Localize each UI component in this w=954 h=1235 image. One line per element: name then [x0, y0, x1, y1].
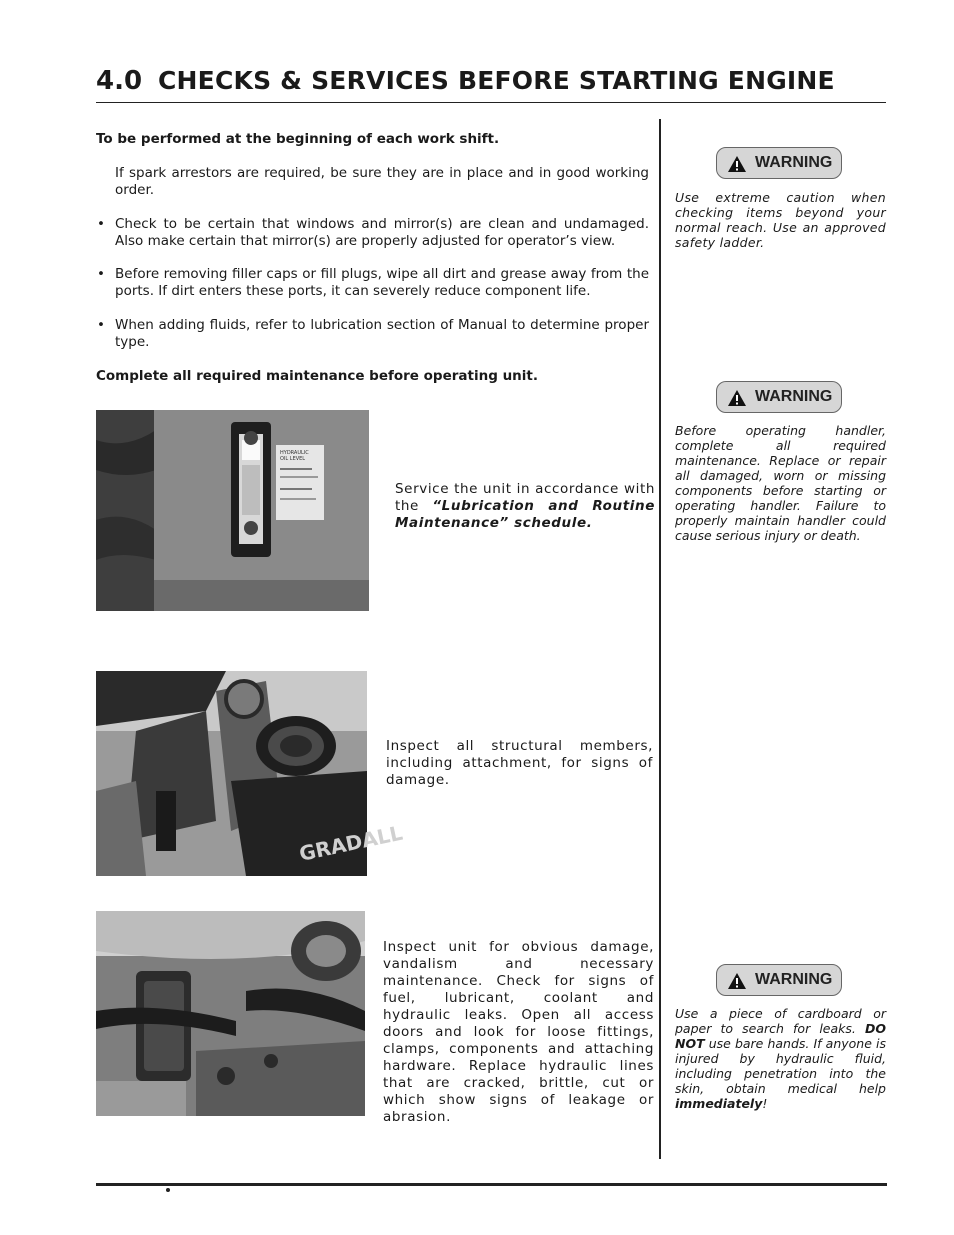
warning-do-not: DO NOT [675, 1021, 886, 1051]
gradall-brand-label: GRADALL [297, 820, 405, 866]
bullet-adding-fluids: When adding fluids, refer to lubrication section of Manual to determine proper type. [115, 317, 649, 350]
warning-text-maintenance: Before operating handler, complete all required maintenance. Replace or repair all damaged, worn or missing components before starting or operating handler. Failure to properly maintain handler could cause serious injury or death. [675, 423, 886, 543]
bullet-windows-mirrors: Check to be certain that windows and mirror(s) are clean and undamaged. Also make certain that mirror(s) are properly adjusted for operator’s view. [115, 216, 649, 249]
warning-immediately: immediately [675, 1096, 763, 1111]
warning-triangle-icon [727, 389, 747, 407]
warning-badge [716, 964, 842, 996]
warning-leaks-part1: Use a piece of cardboard or paper to search for leaks. [675, 1006, 886, 1036]
footer-rule [96, 1183, 887, 1186]
decal-line1: HYDRAULIC [280, 450, 309, 456]
warning-label: WARNING [755, 154, 833, 171]
complete-maintenance-note: Complete all required maintenance before operating unit. [96, 368, 539, 384]
lubrication-caption-text: Service the unit in accordance with the [395, 481, 655, 514]
decal-line2: OIL LEVEL [280, 456, 306, 462]
page-title: CHECKS & SERVICES BEFORE STARTING ENGINE [158, 66, 835, 95]
engine-compartment-photo [96, 911, 365, 1116]
warning-text-leaks [675, 1006, 886, 1111]
column-divider [659, 119, 661, 1159]
bullet-marker: • [97, 317, 105, 333]
warning-triangle-icon [727, 972, 747, 990]
warning-triangle-icon [727, 155, 747, 173]
lubrication-caption [395, 481, 655, 532]
warning-label: WARNING [755, 388, 833, 405]
bullet-filler-caps: Before removing filler caps or fill plugs, wipe all dirt and grease away from the ports. If dirt enters these ports, it can severely reduce component life. [115, 266, 649, 299]
warning-leaks-end: ! [762, 1096, 768, 1111]
warning-badge [716, 381, 842, 413]
inspection-caption: Inspect unit for obvious damage, vandalism and necessary maintenance. Check for signs of fuel, lubricant, coolant and hydraulic leaks. Open all access doors and look for loose fittings, clamps, components and attaching hardware. Replace hydraulic lines that are cracked, brittle, cut or which show signs of leakage or abrasion. [383, 939, 654, 1125]
structural-caption: Inspect all structural members, including attachment, for signs of damage. [386, 738, 653, 788]
warning-badge [716, 147, 842, 179]
warning-leaks-part2: use bare hands. If anyone is injured by hydraulic fluid, including penetration into the skin, obtain medical help [675, 1036, 886, 1096]
structural-members-photo [96, 671, 405, 876]
lubrication-schedule-ref: “Lubrication and Routine Maintenance” schedule. [395, 498, 655, 531]
intro-heading: To be performed at the beginning of each work shift. [96, 131, 500, 147]
sight-gauge-photo [96, 410, 369, 611]
footer-dot [166, 1188, 170, 1192]
warning-label: WARNING [755, 971, 833, 988]
spark-arrestor-text: If spark arrestors are required, be sure they are in place and in good working order. [115, 165, 649, 198]
warning-text-ladder: Use extreme caution when checking items beyond your normal reach. Use an approved safety ladder. [675, 190, 886, 250]
page-header [96, 62, 886, 103]
section-number: 4.0 [96, 66, 143, 96]
bullet-marker: • [97, 216, 105, 232]
bullet-marker: • [97, 266, 105, 282]
